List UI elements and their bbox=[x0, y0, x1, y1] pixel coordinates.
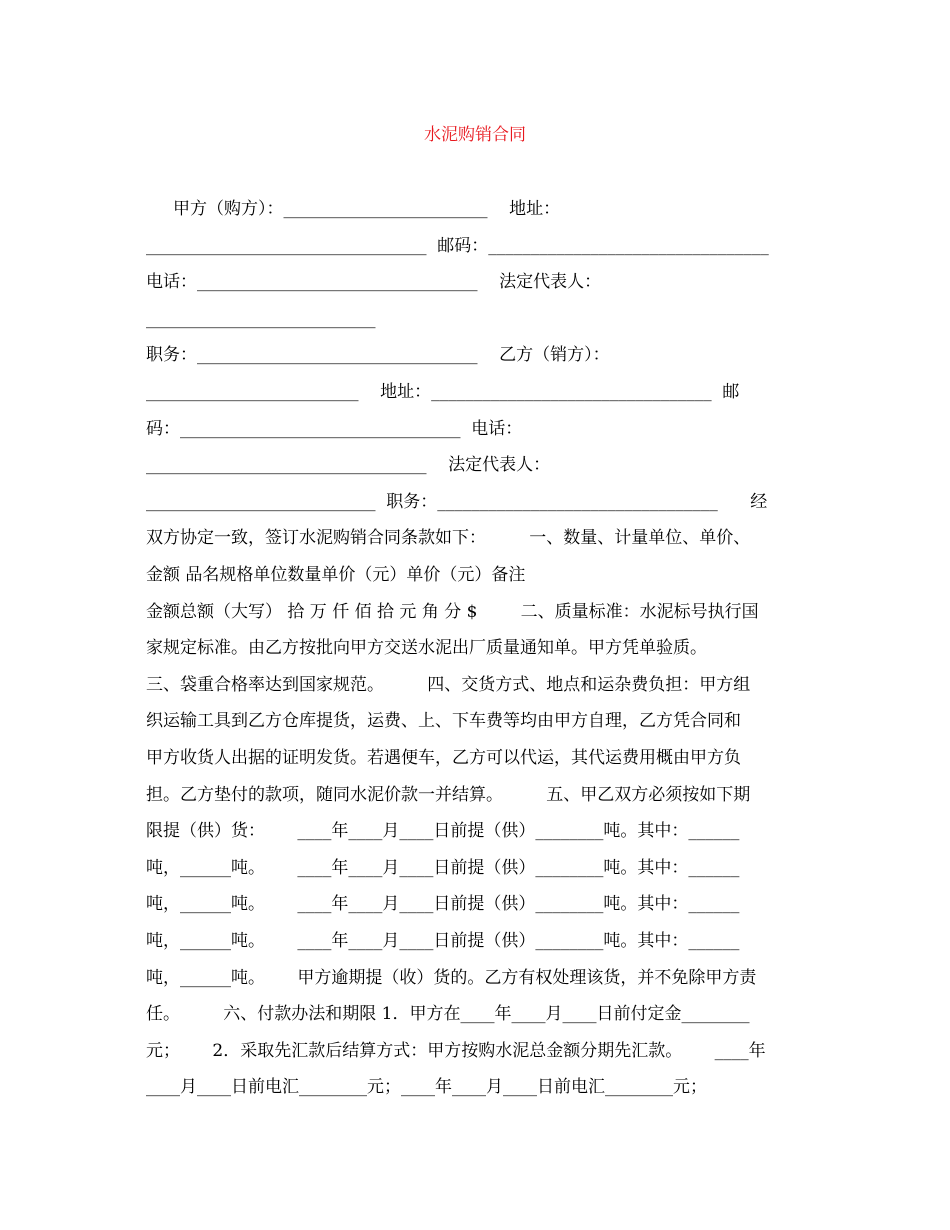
body-line: ___________________________ bbox=[146, 308, 376, 329]
body-line: 电话：_________________________________ 法定代表人： bbox=[146, 272, 602, 293]
body-line: _________________________________ 邮码：_________________________________ bbox=[146, 235, 769, 256]
body-line: 双方协定一致，签订水泥购销合同条款如下： 一、数量、计量单位、单价、 bbox=[146, 528, 751, 549]
body-line: ___________________________ 职务：_________________________________ 经 bbox=[146, 491, 768, 512]
body-line: _________________________________ 法定代表人： bbox=[146, 455, 551, 476]
body-line: 担。乙方垫付的款项，随同水泥价款一并结算。 五、甲乙双方必须按如下期 bbox=[146, 784, 751, 805]
body-line: 码：_________________________________ 电话： bbox=[146, 418, 523, 439]
body-line: 吨，______吨。 ____年____月____日前提（供）________吨。其中：______ bbox=[146, 894, 740, 915]
body-line: 甲方（购方）：________________________ 地址： bbox=[146, 199, 561, 219]
body-line: _________________________ 地址：_________________________________ 邮 bbox=[146, 382, 740, 402]
body-line: 甲方收货人出据的证明发货。若遇便车，乙方可以代运，其代运费用概由甲方负 bbox=[146, 748, 741, 768]
body-line: 元； 2．采取先汇款后结算方式：甲方按购水泥总金额分期先汇款。 ____年 bbox=[146, 1040, 766, 1061]
body-line: 职务：_________________________________ 乙方（销方）： bbox=[146, 345, 610, 366]
body-line: ____月____日前电汇________元；____年____月____日前电汇________元； bbox=[146, 1077, 707, 1098]
body-line: 吨，______吨。 ____年____月____日前提（供）________吨。其中：______ bbox=[146, 857, 740, 878]
body-line: 金额 品名规格单位数量单价（元）单价（元）备注 bbox=[146, 565, 526, 585]
body-line: 吨，______吨。 ____年____月____日前提（供）________吨。其中：______ bbox=[146, 931, 740, 951]
body-line: 三、袋重合格率达到国家规范。 四、交货方式、地点和运杂费负担：甲方组 bbox=[146, 674, 751, 695]
body-line: 吨，______吨。 甲方逾期提（收）货的。乙方有权处理该货，并不免除甲方责 bbox=[146, 967, 757, 988]
body-line: 织运输工具到乙方仓库提货，运费、上、下车费等均由甲方自理，乙方凭合同和 bbox=[146, 711, 741, 732]
body-line: 家规定标准。由乙方按批向甲方交送水泥出厂质量通知单。甲方凭单验质。 bbox=[146, 638, 707, 659]
body-line: 任。 六、付款办法和期限 1．甲方在____年____月____日前付定金________ bbox=[146, 1004, 750, 1025]
document-title: 水泥购销合同 bbox=[424, 125, 526, 145]
body-line: 金额总额（大写） 拾 万 仟 佰 拾 元 角 分 $ 二、质量标准：水泥标号执行国 bbox=[146, 601, 759, 622]
body-line: 限提（供）货： ____年____月____日前提（供）________吨。其中：______ bbox=[146, 821, 740, 842]
